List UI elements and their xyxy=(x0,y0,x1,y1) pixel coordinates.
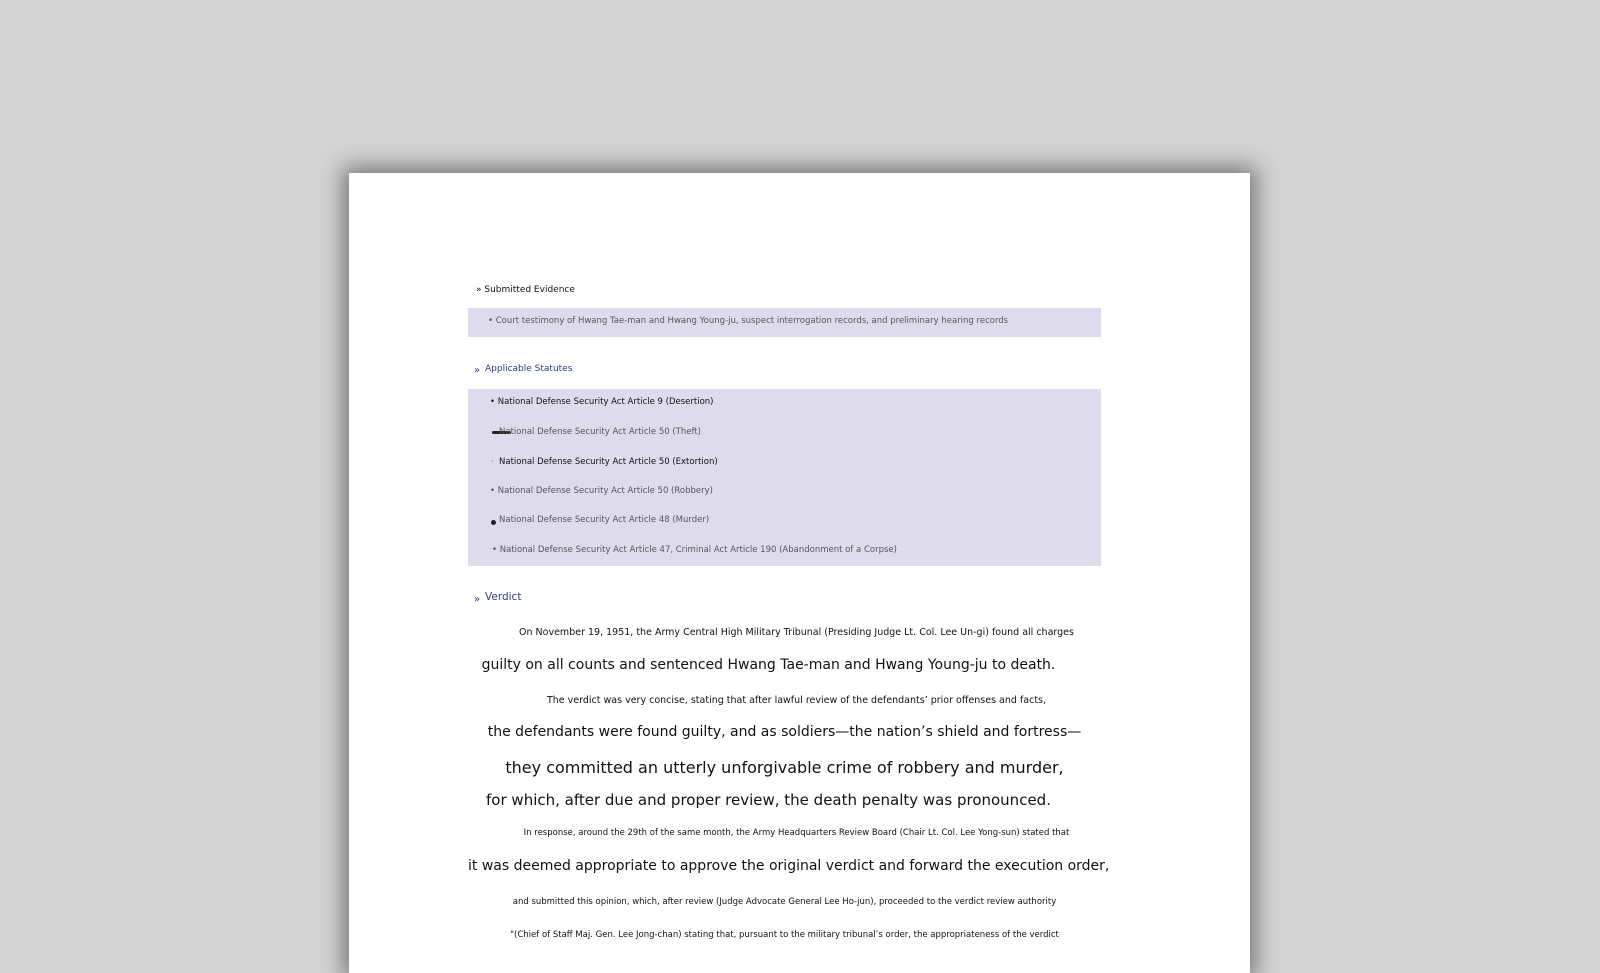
applicable-statutes-heading: Applicable Statutes xyxy=(485,364,573,374)
statutes-chevron-icon: » xyxy=(474,365,481,376)
small-dot-bullet-icon: · xyxy=(491,457,494,467)
evidence-item: • Court testimony of Hwang Tae-man and Hwang Young-ju, suspect interrogation records, and preliminary hearing records xyxy=(488,316,1009,326)
submitted-evidence-heading: » Submitted Evidence xyxy=(476,285,575,295)
verdict-line-6: for which, after due and proper review, the death penalty was pronounced. xyxy=(486,791,1051,809)
verdict-line-7: In response, around the 29th of the same month, the Army Headquarters Review Board (Chair Lt. Col. Lee Yong-sun) stated that xyxy=(523,828,1070,838)
verdict-heading: Verdict xyxy=(485,591,522,603)
verdict-line-1: On November 19, 1951, the Army Central High Military Tribunal (Presiding Judge Lt. Col. Lee Un-gi) found all charges xyxy=(519,627,1074,638)
verdict-line-2: guilty on all counts and sentenced Hwang Tae-man and Hwang Young-ju to death. xyxy=(481,657,1056,673)
statute-item-murder: National Defense Security Act Article 48 (Murder) xyxy=(499,515,710,525)
statute-item-extortion: National Defense Security Act Article 50 (Extortion) xyxy=(499,457,718,467)
verdict-line-10: "(Chief of Staff Maj. Gen. Lee Jong-chan) stating that, pursuant to the military tribunal’s order, the appropriateness of the verdict xyxy=(510,930,1059,940)
verdict-chevron-icon: » xyxy=(474,594,481,605)
verdict-line-8: it was deemed appropriate to approve the original verdict and forward the execution order, xyxy=(468,858,1110,874)
statute-item-desertion: • National Defense Security Act Article 9 (Desertion) xyxy=(490,397,714,407)
round-bullet-icon xyxy=(491,520,496,525)
evidence-band xyxy=(468,308,1101,337)
verdict-line-5: they committed an utterly unforgivable crime of robbery and murder, xyxy=(505,758,1064,777)
verdict-line-4: the defendants were found guilty, and as soldiers—the nation’s shield and fortress— xyxy=(487,724,1082,740)
verdict-line-3: The verdict was very concise, stating that after lawful review of the defendants’ prior offenses and facts, xyxy=(546,695,1047,706)
statute-item-robbery: • National Defense Security Act Article 50 (Robbery) xyxy=(490,486,713,496)
document-page xyxy=(349,173,1250,973)
verdict-line-9: and submitted this opinion, which, after review (Judge Advocate General Lee Ho-jun), proceeded to the verdict review authority xyxy=(512,897,1057,907)
statute-item-theft: National Defense Security Act Article 50 (Theft) xyxy=(499,427,701,437)
statute-item-corpse: • National Defense Security Act Article 47, Criminal Act Article 190 (Abandonment of a Corpse) xyxy=(492,545,897,555)
statutes-band xyxy=(468,389,1101,566)
